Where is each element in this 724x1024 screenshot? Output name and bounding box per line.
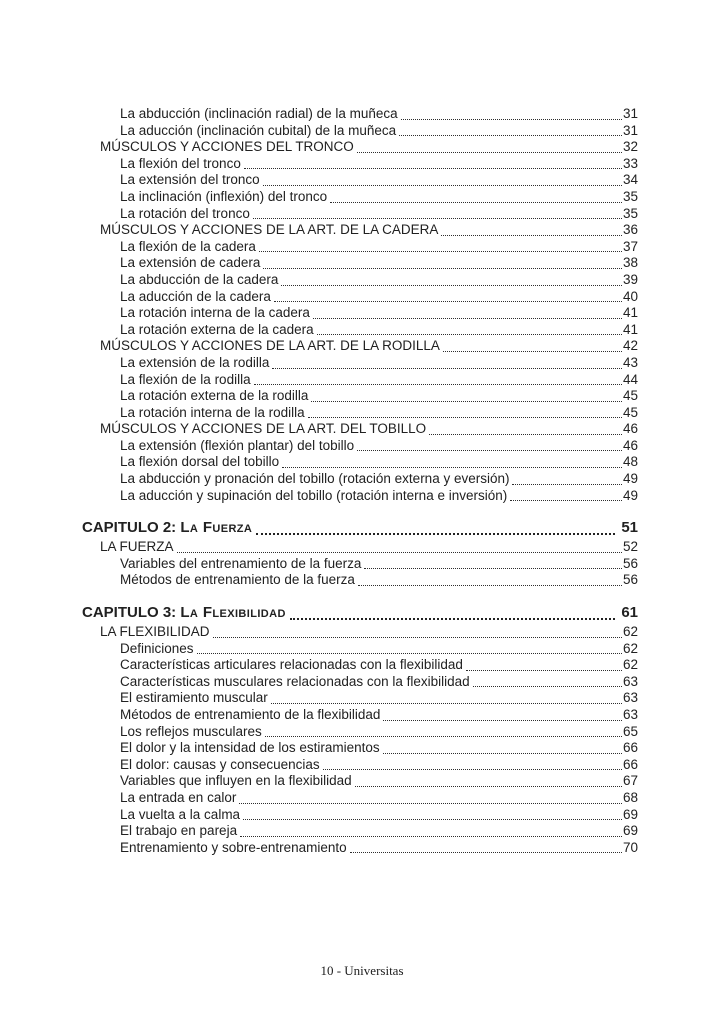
- toc-entry-label: La abducción (inclinación radial) de la muñeca: [120, 106, 398, 121]
- toc-entry-label: La rotación externa de la rodilla: [120, 388, 309, 404]
- dot-leader: [383, 753, 622, 754]
- toc-page-number: 69: [622, 806, 638, 822]
- toc-entry-label: Los reflejos musculares: [120, 723, 262, 739]
- toc-entry: [120, 707, 638, 724]
- toc-entry-label: La rotación externa de la cadera: [120, 321, 314, 337]
- toc-entry-label: El dolor: causas y consecuencias: [120, 756, 320, 772]
- toc-entry-label: [82, 517, 252, 539]
- dot-leader: [263, 185, 622, 186]
- chapter-number-prefix: CAPITULO 2:: [82, 519, 181, 537]
- toc-entry-label: Variables que influyen en la flexibilidad: [120, 773, 352, 789]
- toc-entry: [100, 539, 638, 556]
- toc-page-number: 49: [622, 471, 638, 487]
- toc-entry: [120, 172, 638, 189]
- toc-page-number: 70: [622, 839, 638, 855]
- toc-entry-label: La rotación interna de la cadera: [120, 305, 310, 321]
- toc-page-number: 62: [622, 640, 638, 656]
- toc-page-number: 46: [622, 421, 638, 437]
- toc-entry: [120, 641, 638, 658]
- toc-entry-label: LA FLEXIBILIDAD: [100, 624, 210, 640]
- chapter-title: La Fuerza: [180, 519, 253, 537]
- toc-page-number: 67: [622, 773, 638, 789]
- toc-page-number: 36: [622, 222, 638, 238]
- dot-leader: [281, 285, 622, 286]
- toc-chapter-entry: [82, 517, 638, 539]
- dot-leader: [254, 384, 622, 385]
- toc-entry: [120, 840, 638, 857]
- toc-page-number: 33: [622, 155, 638, 171]
- toc-page-number: 31: [622, 122, 638, 138]
- dot-leader: [308, 417, 622, 418]
- toc-entry-label: La extensión (flexión plantar) del tobillo: [120, 437, 355, 453]
- toc-entry-label: El trabajo en pareja: [120, 823, 238, 839]
- toc-entry: [120, 289, 638, 306]
- chapter-title: La Flexibilidad: [180, 604, 286, 622]
- toc-entry: [120, 405, 638, 422]
- toc-entry-label: Características articulares relacionadas con la flexibilidad: [120, 657, 463, 673]
- dot-leader: [256, 533, 615, 535]
- page-footer: [0, 963, 724, 979]
- toc-entry-label: La abducción de la cadera: [120, 271, 279, 287]
- toc-entry: [120, 239, 638, 256]
- toc-entry-label: La vuelta a la calma: [120, 806, 241, 822]
- toc-entry: [100, 222, 638, 239]
- toc-chapter-entry: [82, 602, 638, 624]
- toc-entry: [120, 322, 638, 339]
- toc-entry: [120, 272, 638, 289]
- toc-entry: [120, 189, 638, 206]
- toc-entry: [120, 790, 638, 807]
- toc-page-number: 35: [622, 188, 638, 204]
- toc-entry-label: Entrenamiento y sobre-entrenamiento: [120, 839, 347, 855]
- toc-entry: [120, 206, 638, 223]
- toc-entry: [120, 757, 638, 774]
- toc-entry: [120, 471, 638, 488]
- toc-page-number: 32: [622, 139, 638, 155]
- toc-entry: [100, 139, 638, 156]
- toc-entry-label: La aducción y supinación del tobillo (rotación interna e inversión): [120, 487, 508, 503]
- toc-entry: [120, 123, 638, 140]
- toc-entry: [120, 674, 638, 691]
- dot-leader: [357, 450, 622, 451]
- dot-leader: [197, 653, 622, 654]
- toc-entry-label: La flexión del tronco: [120, 155, 241, 171]
- toc-entry: [120, 156, 638, 173]
- toc-entry-label: La extensión de la rodilla: [120, 354, 270, 370]
- dot-leader: [330, 202, 622, 203]
- toc-page-number: 40: [622, 288, 638, 304]
- toc-entry: [120, 556, 638, 573]
- toc-entry: [120, 690, 638, 707]
- toc-entry-label: El estiramiento muscular: [120, 690, 268, 706]
- toc-entry: [120, 807, 638, 824]
- toc-page-number: 39: [622, 271, 638, 287]
- dot-leader: [401, 119, 622, 120]
- toc-entry-label: La entrada en calor: [120, 789, 237, 805]
- toc-page-number: 44: [622, 371, 638, 387]
- dot-leader: [244, 168, 622, 169]
- dot-leader: [213, 637, 622, 638]
- toc-entry-label: La rotación interna de la rodilla: [120, 404, 305, 420]
- dot-leader: [512, 484, 621, 485]
- toc-page-number: 49: [622, 487, 638, 503]
- toc-page-number: 42: [622, 338, 638, 354]
- toc-page-number: 66: [622, 740, 638, 756]
- footer-text: 10 - Universitas: [320, 963, 404, 978]
- toc-page-number: 41: [622, 321, 638, 337]
- toc-page-number: 37: [622, 238, 638, 254]
- toc-entry: [120, 740, 638, 757]
- toc-page-number: 48: [622, 454, 638, 470]
- toc-entry-label: Características musculares relacionadas con la flexibilidad: [120, 673, 470, 689]
- toc-page-number: 45: [622, 404, 638, 420]
- toc-entry: [120, 657, 638, 674]
- toc-page-number: 41: [622, 305, 638, 321]
- toc-entry-label: La flexión de la rodilla: [120, 371, 251, 387]
- dot-leader: [282, 467, 622, 468]
- toc-entry: [120, 438, 638, 455]
- toc-page-number: 63: [622, 707, 638, 722]
- toc-entry: [120, 355, 638, 372]
- toc-entry-label: MÚSCULOS Y ACCIONES DE LA ART. DEL TOBILLO: [100, 421, 427, 437]
- toc-page-number: 34: [622, 172, 638, 188]
- toc-entry-label: Métodos de entrenamiento de la fuerza: [120, 572, 355, 588]
- dot-leader: [317, 334, 622, 335]
- dot-leader: [429, 434, 622, 435]
- toc-page-number: 66: [622, 756, 638, 772]
- toc-entry-label: La aducción (inclinación cubital) de la muñeca: [120, 122, 397, 138]
- dot-leader: [263, 268, 622, 269]
- dot-leader: [271, 703, 622, 704]
- toc-list: [82, 106, 638, 856]
- dot-leader: [177, 552, 622, 553]
- dot-leader: [510, 500, 622, 501]
- toc-entry-label: La aducción de la cadera: [120, 288, 271, 304]
- toc-entry: [120, 106, 638, 123]
- toc-entry-label: LA FUERZA: [100, 539, 174, 555]
- dot-leader: [265, 736, 622, 737]
- toc-page-number: 68: [622, 789, 638, 805]
- toc-entry-label: La extensión del tronco: [120, 172, 260, 188]
- toc-entry: [100, 421, 638, 438]
- toc-page-number: 43: [622, 354, 638, 370]
- toc-entry: [120, 454, 638, 471]
- dot-leader: [239, 803, 622, 804]
- toc-entry-label: La inclinación (inflexión) del tronco: [120, 188, 328, 204]
- toc-entry-label: Definiciones: [120, 640, 194, 656]
- dot-leader: [290, 618, 615, 620]
- dot-leader: [259, 251, 622, 252]
- dot-leader: [355, 786, 622, 787]
- toc-page-number: 56: [622, 555, 638, 571]
- toc-entry: [120, 724, 638, 741]
- toc-entry-label: La flexión dorsal del tobillo: [120, 454, 280, 470]
- toc-entry-label: Métodos de entrenamiento de la flexibilidad: [120, 707, 381, 722]
- toc-entry: [120, 823, 638, 840]
- dot-leader: [383, 720, 622, 721]
- toc-page-number: 45: [622, 388, 638, 404]
- dot-leader: [399, 135, 622, 136]
- toc-page-number: 61: [621, 604, 638, 622]
- dot-leader: [357, 152, 622, 153]
- toc-entry: [120, 388, 638, 405]
- dot-leader: [323, 769, 622, 770]
- dot-leader: [253, 218, 622, 219]
- dot-leader: [240, 836, 622, 837]
- toc-page-number: 52: [622, 539, 638, 555]
- toc-page-number: 69: [622, 823, 638, 839]
- dot-leader: [473, 686, 622, 687]
- toc-page-number: 63: [622, 673, 638, 689]
- toc-entry: [120, 255, 638, 272]
- toc-entry-label: El dolor y la intensidad de los estiramientos: [120, 740, 380, 756]
- dot-leader: [441, 235, 622, 236]
- toc-page-number: 35: [622, 205, 638, 221]
- toc-entry: [120, 488, 638, 505]
- toc-page-number: 51: [621, 519, 638, 537]
- toc-entry-label: MÚSCULOS Y ACCIONES DEL TRONCO: [100, 139, 354, 155]
- toc-page-number: 31: [622, 106, 638, 121]
- toc-page-number: 38: [622, 255, 638, 271]
- toc-entry: [120, 372, 638, 389]
- dot-leader: [243, 819, 622, 820]
- dot-leader: [350, 852, 622, 853]
- toc-entry: [100, 624, 638, 641]
- dot-leader: [274, 301, 622, 302]
- toc-entry: [120, 572, 638, 589]
- toc-entry: [100, 338, 638, 355]
- toc-entry-label: MÚSCULOS Y ACCIONES DE LA ART. DE LA CADERA: [100, 222, 439, 238]
- toc-page-number: 63: [622, 690, 638, 706]
- toc-entry-label: La extensión de cadera: [120, 255, 261, 271]
- toc-page-number: 46: [622, 437, 638, 453]
- dot-leader: [466, 670, 622, 671]
- toc-entry-label: MÚSCULOS Y ACCIONES DE LA ART. DE LA RODILLA: [100, 338, 440, 354]
- toc-entry-label: La abducción y pronación del tobillo (rotación externa y eversión): [120, 471, 510, 487]
- toc-entry-label: [82, 602, 286, 624]
- toc-entry-label: La flexión de la cadera: [120, 238, 256, 254]
- chapter-number-prefix: CAPITULO 3:: [82, 604, 181, 622]
- dot-leader: [364, 568, 622, 569]
- toc-page-number: 62: [622, 657, 638, 673]
- toc-entry-label: Variables del entrenamiento de la fuerza: [120, 555, 362, 571]
- toc-page-number: 56: [622, 572, 638, 588]
- dot-leader: [272, 368, 622, 369]
- toc-page-number: 65: [622, 723, 638, 739]
- toc-page-number: 62: [622, 624, 638, 640]
- dot-leader: [311, 401, 622, 402]
- toc-entry-label: La rotación del tronco: [120, 205, 250, 221]
- toc-entry: [120, 305, 638, 322]
- dot-leader: [443, 351, 622, 352]
- dot-leader: [313, 318, 622, 319]
- dot-leader: [358, 585, 622, 586]
- toc-entry: [120, 773, 638, 790]
